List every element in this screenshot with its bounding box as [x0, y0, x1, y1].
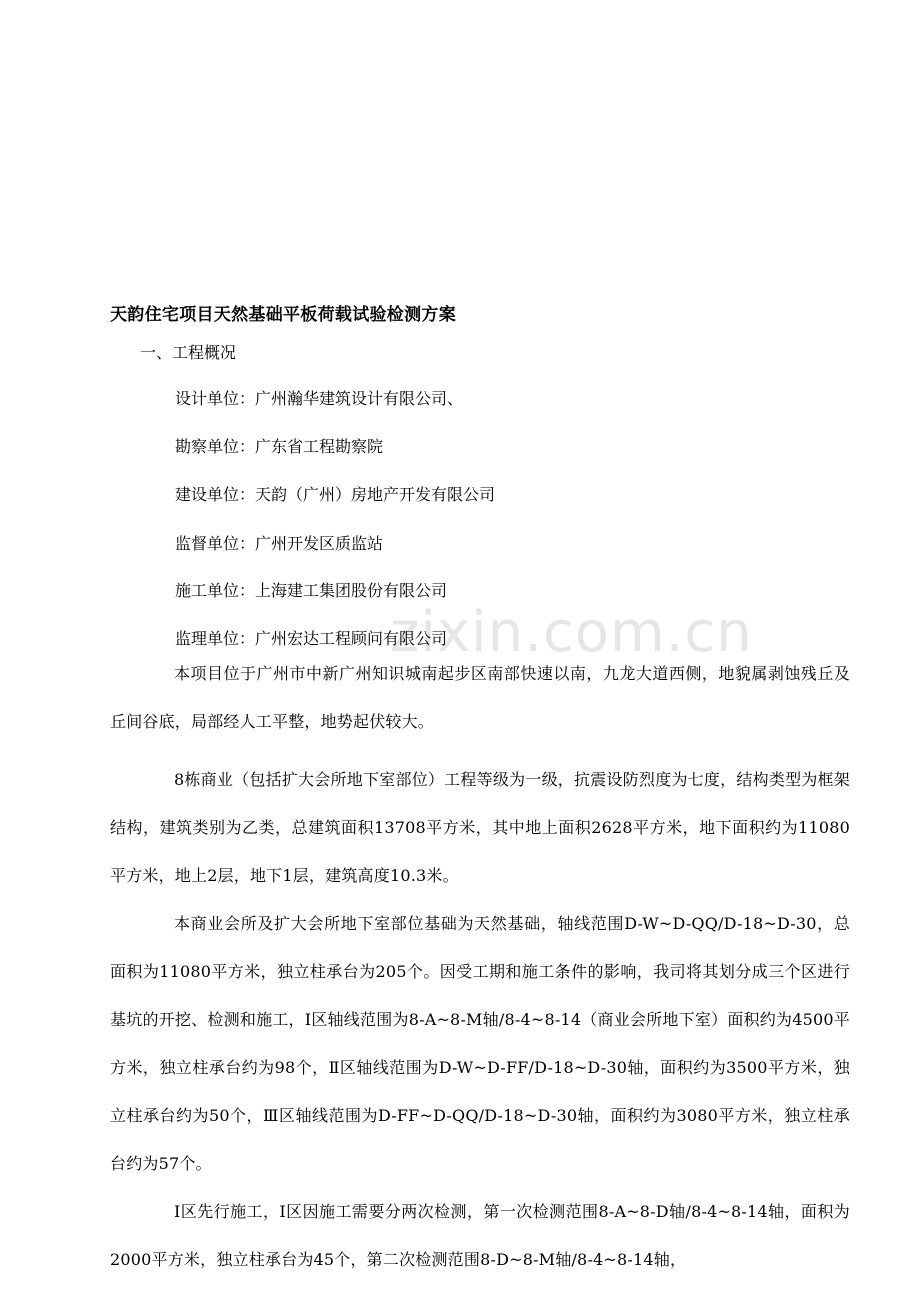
paragraph-location: 本项目位于广州市中新广州知识城南起步区南部快速以南，九龙大道西侧，地貌属剥蚀残丘及丘间谷底，局部经人工平整，地势起伏较大。 [110, 664, 850, 731]
supervision-authority-line: 监督单位：广州开发区质监站 [175, 534, 384, 553]
contractor-line: 施工单位：上海建工集团股份有限公司 [175, 581, 448, 600]
paragraph-foundation: 本商业会所及扩大会所地下室部位基础为天然基础，轴线范围D-W~D-QQ/D-18~D-30，总面积为11080平方米，独立柱承台为205个。因受工期和施工条件的影响，我司将其划分成三个区进行基坑的开挖、检测和施工，Ⅰ区轴线范围为8-A~8-M轴/8-4~8-14（商业会所地下室）面积约为4500平方米，独立柱承台约为98个，Ⅱ区轴线范围为D-W~D-FF/D-18~D-30轴，面积约为3500平方米，独立柱承台约为50个，Ⅲ区轴线范围为D-FF~D-QQ/D-18~D-30轴，面积约为3080平方米，独立柱承台约为57个。 [110, 914, 850, 1173]
survey-unit-line: 勘察单位：广东省工程勘察院 [175, 437, 384, 456]
construction-owner-line: 建设单位：天韵（广州）房地产开发有限公司 [175, 485, 496, 504]
supervisor-line: 监理单位：广州宏达工程顾问有限公司 [175, 629, 448, 648]
watermark: zixin.com.cn [390, 600, 753, 665]
paragraph-building-info: 8栋商业（包括扩大会所地下室部位）工程等级为一级，抗震设防烈度为七度，结构类型为框架结构，建筑类别为乙类，总建筑面积13708平方米，其中地上面积2628平方米，地下面积约为11080平方米，地上2层，地下1层，建筑高度10.3米。 [110, 770, 850, 885]
section-heading: 一、工程概况 [140, 343, 237, 362]
document-title: 天韵住宅项目天然基础平板荷载试验检测方案 [110, 305, 456, 325]
design-unit-line: 设计单位：广州瀚华建筑设计有限公司、 [175, 389, 464, 408]
paragraph-zone-one: Ⅰ区先行施工，Ⅰ区因施工需要分两次检测，第一次检测范围8-A~8-D轴/8-4~8-14轴，面积为2000平方米，独立柱承台为45个，第二次检测范围8-D~8-M轴/8-4~8-14轴， [110, 1202, 850, 1269]
